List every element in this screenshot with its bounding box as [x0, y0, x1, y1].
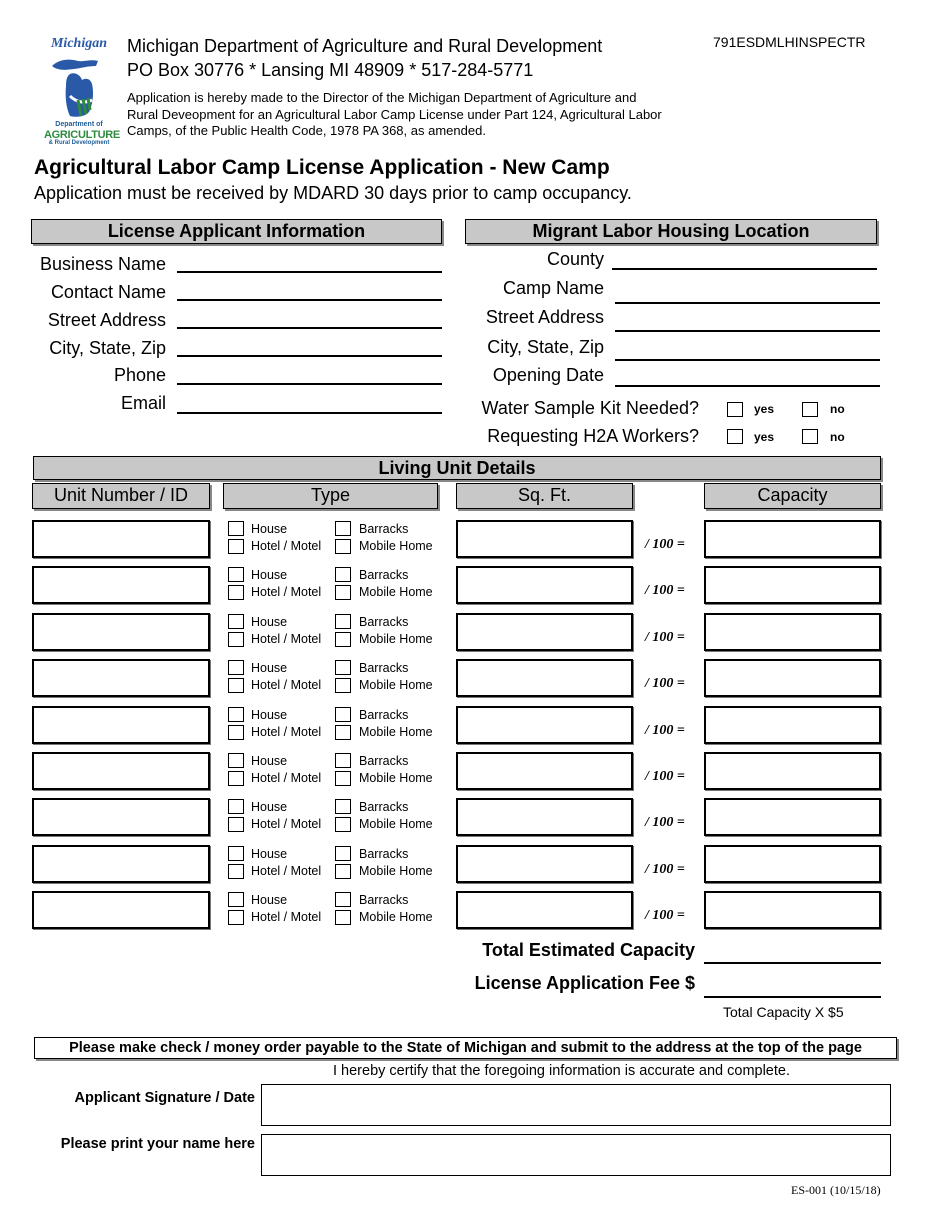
payment-instructions: Please make check / money order payable to the State of Michigan and submit to the address at the top of the page [34, 1037, 897, 1059]
type-house-label: House [251, 847, 288, 861]
type-mobile-home-label: Mobile Home [359, 632, 433, 646]
type-barracks-label: Barracks [359, 847, 409, 861]
form-code: 791ESDMLHINSPECTR [713, 34, 866, 50]
type-mobile-home-checkbox[interactable] [335, 678, 351, 693]
type-hotel-label: Hotel / Motel [251, 585, 322, 599]
sqft-input[interactable] [456, 891, 633, 929]
michigan-map-icon [48, 52, 110, 122]
applicant-city-label: City, State, Zip [49, 338, 166, 358]
type-hotel-label: Hotel / Motel [251, 817, 322, 831]
type-mobile-home-checkbox[interactable] [335, 585, 351, 600]
type-mobile-home-label: Mobile Home [359, 864, 433, 878]
sqft-column-header: Sq. Ft. [456, 483, 633, 509]
sqft-input[interactable] [456, 798, 633, 836]
sqft-input[interactable] [456, 706, 633, 744]
type-barracks-checkbox[interactable] [335, 753, 351, 768]
unit-id-input[interactable] [32, 706, 210, 744]
applicant-street-field[interactable] [177, 327, 442, 329]
capacity-input[interactable] [704, 752, 881, 790]
type-house-checkbox[interactable] [228, 846, 244, 861]
water-kit-no-label: no [830, 402, 845, 416]
type-mobile-home-label: Mobile Home [359, 817, 433, 831]
type-barracks-label: Barracks [359, 754, 409, 768]
type-house-checkbox[interactable] [228, 892, 244, 907]
type-hotel-label: Hotel / Motel [251, 725, 322, 739]
type-hotel-checkbox[interactable] [228, 771, 244, 786]
sqft-input[interactable] [456, 520, 633, 558]
applicant-city-field[interactable] [177, 355, 442, 357]
capacity-input[interactable] [704, 706, 881, 744]
type-column-header: Type [223, 483, 438, 509]
type-hotel-label: Hotel / Motel [251, 771, 322, 785]
opening-date-field[interactable] [615, 385, 880, 387]
total-capacity-field[interactable] [704, 962, 881, 964]
housing-section-heading: Migrant Labor Housing Location [465, 219, 877, 244]
type-hotel-label: Hotel / Motel [251, 864, 322, 878]
housing-city-field[interactable] [615, 359, 880, 361]
logo-dept-text: Department of [55, 121, 103, 128]
type-barracks-checkbox[interactable] [335, 892, 351, 907]
sqft-input[interactable] [456, 566, 633, 604]
fee-label: License Application Fee $ [474, 973, 695, 993]
type-mobile-home-label: Mobile Home [359, 725, 433, 739]
type-hotel-checkbox[interactable] [228, 585, 244, 600]
type-barracks-label: Barracks [359, 615, 409, 629]
h2a-no-checkbox[interactable] [802, 429, 818, 444]
divide-by-100-label: / 100 = [645, 908, 685, 923]
type-house-label: House [251, 568, 288, 582]
type-house-label: House [251, 708, 288, 722]
water-kit-yes-checkbox[interactable] [727, 402, 743, 417]
divide-by-100-label: / 100 = [645, 583, 685, 598]
sqft-input[interactable] [456, 845, 633, 883]
type-house-checkbox[interactable] [228, 521, 244, 536]
sqft-input[interactable] [456, 613, 633, 651]
capacity-column-header: Capacity [704, 483, 881, 509]
org-name: Michigan Department of Agriculture and Rural Development [127, 36, 603, 56]
certification-text: I hereby certify that the foregoing information is accurate and complete. [333, 1063, 790, 1079]
capacity-input[interactable] [704, 891, 881, 929]
divide-by-100-label: / 100 = [645, 630, 685, 645]
capacity-input[interactable] [704, 520, 881, 558]
type-hotel-checkbox[interactable] [228, 817, 244, 832]
type-mobile-home-checkbox[interactable] [335, 771, 351, 786]
email-field[interactable] [177, 412, 442, 414]
type-barracks-label: Barracks [359, 568, 409, 582]
fee-note: Total Capacity X $5 [723, 1004, 844, 1020]
type-house-label: House [251, 893, 288, 907]
type-house-label: House [251, 754, 288, 768]
print-name-field[interactable] [261, 1134, 891, 1176]
type-hotel-label: Hotel / Motel [251, 539, 322, 553]
divide-by-100-label: / 100 = [645, 537, 685, 552]
h2a-yes-checkbox[interactable] [727, 429, 743, 444]
type-barracks-checkbox[interactable] [335, 799, 351, 814]
housing-city-label: City, State, Zip [487, 337, 604, 357]
type-hotel-checkbox[interactable] [228, 910, 244, 925]
total-capacity-label: Total Estimated Capacity [482, 940, 695, 960]
type-barracks-label: Barracks [359, 893, 409, 907]
print-name-label: Please print your name here [60, 1136, 255, 1152]
unit-id-input[interactable] [32, 752, 210, 790]
camp-name-field[interactable] [615, 302, 880, 304]
unit-id-input[interactable] [32, 891, 210, 929]
type-barracks-checkbox[interactable] [335, 846, 351, 861]
type-barracks-checkbox[interactable] [335, 614, 351, 629]
type-mobile-home-checkbox[interactable] [335, 725, 351, 740]
signature-label: Applicant Signature / Date [74, 1090, 255, 1106]
county-field[interactable] [612, 268, 877, 270]
type-mobile-home-label: Mobile Home [359, 539, 433, 553]
capacity-input[interactable] [704, 659, 881, 697]
type-barracks-label: Barracks [359, 800, 409, 814]
type-mobile-home-checkbox[interactable] [335, 817, 351, 832]
type-house-checkbox[interactable] [228, 799, 244, 814]
type-mobile-home-checkbox[interactable] [335, 632, 351, 647]
unit-id-input[interactable] [32, 845, 210, 883]
type-mobile-home-label: Mobile Home [359, 771, 433, 785]
type-hotel-checkbox[interactable] [228, 864, 244, 879]
h2a-label: Requesting H2A Workers? [487, 426, 699, 446]
type-hotel-checkbox[interactable] [228, 678, 244, 693]
capacity-input[interactable] [704, 798, 881, 836]
type-hotel-label: Hotel / Motel [251, 678, 322, 692]
type-barracks-checkbox[interactable] [335, 567, 351, 582]
type-house-checkbox[interactable] [228, 707, 244, 722]
camp-name-label: Camp Name [502, 278, 604, 298]
divide-by-100-label: / 100 = [645, 676, 685, 691]
logo-script-text: Michigan [50, 36, 107, 51]
fee-field[interactable] [704, 996, 881, 998]
type-mobile-home-label: Mobile Home [359, 678, 433, 692]
type-hotel-checkbox[interactable] [228, 632, 244, 647]
county-label: County [546, 249, 604, 269]
opening-date-label: Opening Date [492, 365, 604, 385]
form-footer-code: ES-001 (10/15/18) [791, 1183, 881, 1197]
divide-by-100-label: / 100 = [645, 769, 685, 784]
applicant-street-label: Street Address [47, 310, 166, 330]
unit-id-input[interactable] [32, 566, 210, 604]
type-barracks-label: Barracks [359, 661, 409, 675]
type-house-label: House [251, 522, 288, 536]
type-house-label: House [251, 800, 288, 814]
logo-agriculture-text: AGRICULTURE [44, 129, 120, 141]
page-subtitle: Application must be received by MDARD 30 days prior to camp occupancy. [34, 183, 632, 203]
type-house-checkbox[interactable] [228, 614, 244, 629]
logo-rural-dev-text: & Rural Development [48, 140, 110, 146]
business-name-field[interactable] [177, 271, 442, 273]
business-name-label: Business Name [39, 254, 166, 274]
type-barracks-label: Barracks [359, 708, 409, 722]
type-barracks-checkbox[interactable] [335, 707, 351, 722]
water-kit-yes-label: yes [754, 402, 775, 416]
unit-id-input[interactable] [32, 613, 210, 651]
type-house-label: House [251, 615, 288, 629]
living-units-heading: Living Unit Details [33, 456, 881, 480]
capacity-input[interactable] [704, 566, 881, 604]
type-house-checkbox[interactable] [228, 567, 244, 582]
page-title: Agricultural Labor Camp License Application - New Camp [34, 156, 610, 179]
type-mobile-home-checkbox[interactable] [335, 864, 351, 879]
type-mobile-home-checkbox[interactable] [335, 910, 351, 925]
unit-column-header: Unit Number / ID [32, 483, 210, 509]
type-barracks-checkbox[interactable] [335, 660, 351, 675]
phone-label: Phone [113, 365, 166, 385]
applicant-section-heading: License Applicant Information [31, 219, 442, 244]
unit-id-input[interactable] [32, 659, 210, 697]
type-house-checkbox[interactable] [228, 660, 244, 675]
divide-by-100-label: / 100 = [645, 862, 685, 877]
divide-by-100-label: / 100 = [645, 815, 685, 830]
mdard-logo [44, 36, 120, 146]
h2a-yes-label: yes [754, 430, 775, 444]
type-mobile-home-label: Mobile Home [359, 910, 433, 924]
water-kit-label: Water Sample Kit Needed? [481, 398, 699, 418]
type-house-label: House [251, 661, 288, 675]
capacity-input[interactable] [704, 845, 881, 883]
type-mobile-home-checkbox[interactable] [335, 539, 351, 554]
type-house-checkbox[interactable] [228, 753, 244, 768]
org-address: PO Box 30776 * Lansing MI 48909 * 517-284-5771 [127, 60, 534, 80]
type-hotel-label: Hotel / Motel [251, 910, 322, 924]
type-hotel-checkbox[interactable] [228, 725, 244, 740]
type-barracks-checkbox[interactable] [335, 521, 351, 536]
water-kit-no-checkbox[interactable] [802, 402, 818, 417]
housing-street-label: Street Address [485, 307, 604, 327]
type-barracks-label: Barracks [359, 522, 409, 536]
capacity-input[interactable] [704, 613, 881, 651]
type-hotel-checkbox[interactable] [228, 539, 244, 554]
sqft-input[interactable] [456, 752, 633, 790]
housing-street-field[interactable] [615, 330, 880, 332]
h2a-no-label: no [830, 430, 845, 444]
phone-field[interactable] [177, 383, 442, 385]
divide-by-100-label: / 100 = [645, 723, 685, 738]
unit-id-input[interactable] [32, 520, 210, 558]
contact-name-label: Contact Name [50, 282, 166, 302]
signature-field[interactable] [261, 1084, 891, 1126]
type-mobile-home-label: Mobile Home [359, 585, 433, 599]
sqft-input[interactable] [456, 659, 633, 697]
email-label: Email [120, 393, 166, 413]
type-hotel-label: Hotel / Motel [251, 632, 322, 646]
intro-paragraph: Application is hereby made to the Director of the Michigan Department of Agriculture and Rural Deveopment for an Agricultural Labor Camp License under Part 124, Agricultural Labor Camps, of the Public Health Code, 1978 PA 368, as amended. [127, 90, 662, 138]
contact-name-field[interactable] [177, 299, 442, 301]
unit-id-input[interactable] [32, 798, 210, 836]
